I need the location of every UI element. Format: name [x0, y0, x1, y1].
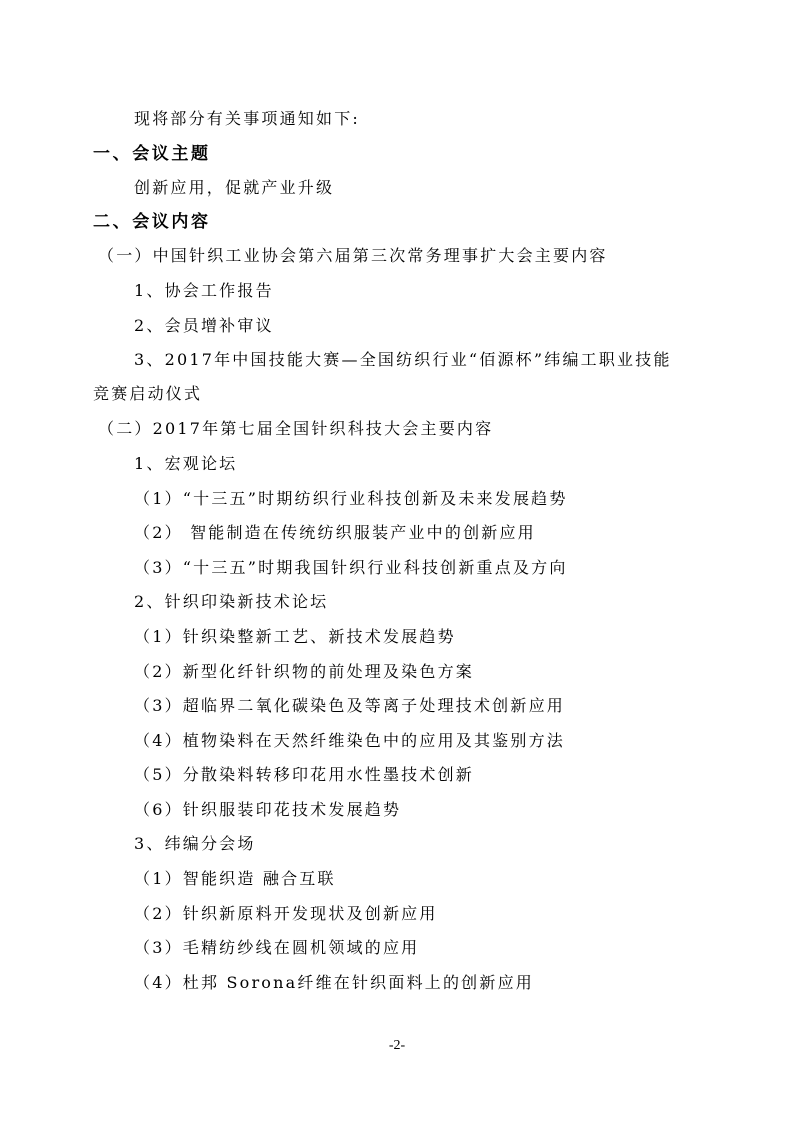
list-item: （1）针织染整新工艺、新技术发展趋势: [134, 627, 456, 646]
list-item: 3、2017年中国技能大赛—全国纺织行业“佰源杯”纬编工职业技能: [134, 350, 672, 369]
list-item: （1）智能织造 融合互联: [134, 869, 336, 888]
part-heading-council: （一）中国针织工业协会第六届第三次常务理事扩大会主要内容: [98, 246, 608, 265]
forum-title-macro: 1、宏观论坛: [134, 454, 238, 473]
theme-text: 创新应用，促就产业升级: [134, 178, 335, 197]
forum-title-weft-knitting: 3、纬编分会场: [134, 834, 256, 853]
part-heading-conference: （二）2017年第七届全国针织科技大会主要内容: [98, 419, 494, 438]
list-item: 2、会员增补审议: [134, 316, 274, 335]
list-item: （3）毛精纺纱线在圆机领域的应用: [134, 938, 420, 957]
section-heading-content: 二、会议内容: [93, 212, 211, 232]
list-item: 1、协会工作报告: [134, 281, 274, 300]
list-item: （2）针织新原料开发现状及创新应用: [134, 904, 438, 923]
list-item: （2） 智能制造在传统纺织服装产业中的创新应用: [134, 523, 536, 542]
list-item: （6）针织服装印花技术发展趋势: [134, 800, 402, 819]
list-item: （2）新型化纤针织物的前处理及染色方案: [134, 662, 474, 681]
forum-title-dyeing: 2、针织印染新技术论坛: [134, 592, 329, 611]
list-item: （4）杜邦 Sorona纤维在针织面料上的创新应用: [134, 973, 534, 992]
list-item: （4）植物染料在天然纤维染色中的应用及其鉴别方法: [134, 731, 565, 750]
section-heading-theme: 一、会议主题: [93, 144, 211, 164]
list-item: （3）超临界二氧化碳染色及等离子处理技术创新应用: [134, 696, 565, 715]
page-number: -2-: [388, 1038, 406, 1053]
list-item: （5）分散染料转移印花用水性墨技术创新: [134, 765, 474, 784]
list-item: （3）“十三五”时期我国针织行业科技创新重点及方向: [134, 558, 568, 577]
list-item-continuation: 竞赛启动仪式: [93, 384, 203, 403]
list-item: （1）“十三五”时期纺织行业科技创新及未来发展趋势: [134, 489, 568, 508]
intro-text: 现将部分有关事项通知如下:: [134, 109, 360, 128]
